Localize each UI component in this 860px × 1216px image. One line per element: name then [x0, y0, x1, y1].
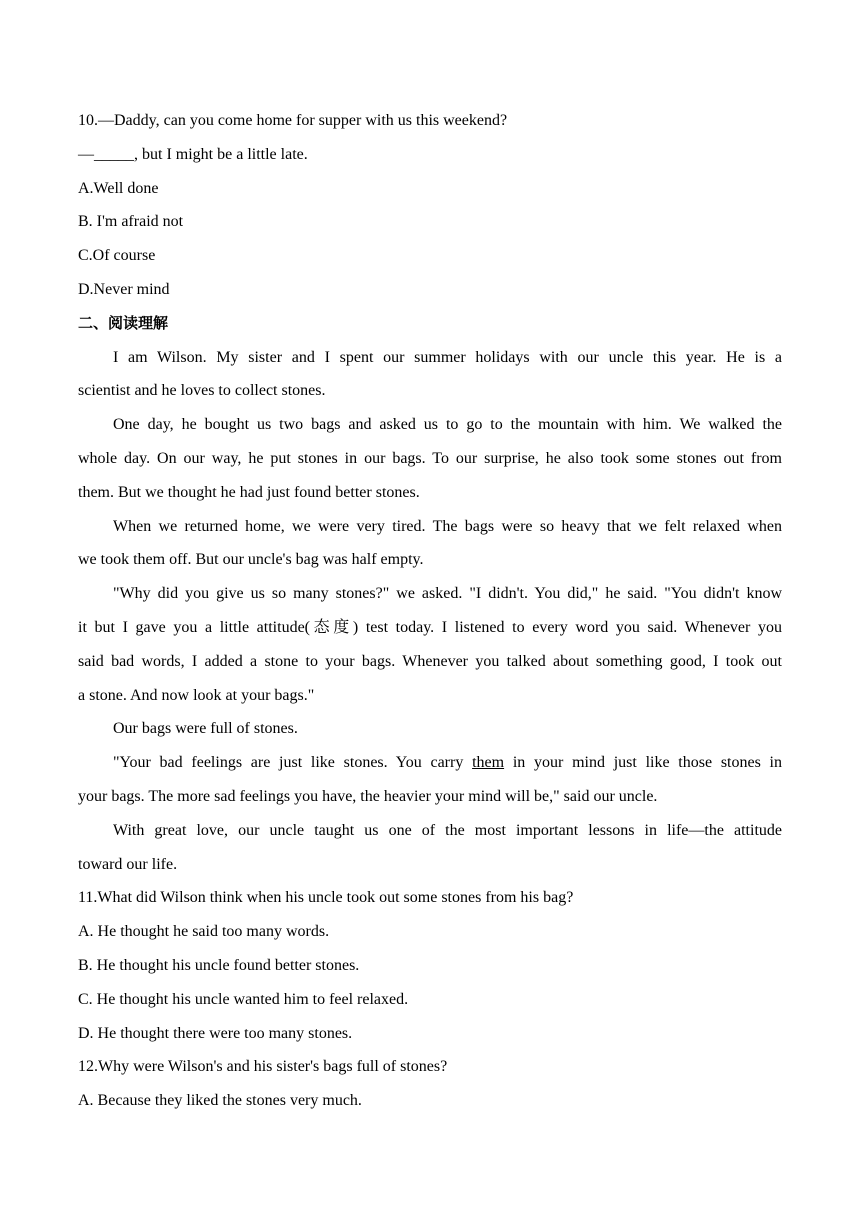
question-12-stem: 12.Why were Wilson's and his sister's bags full of stones? — [78, 1058, 448, 1076]
passage-line: When we returned home, we were very tired. The bags were so heavy that we felt relaxed when — [113, 517, 782, 535]
question-10-option-a: A.Well done — [78, 179, 159, 197]
question-11-option-b: B. He thought his uncle found better stones. — [78, 956, 360, 974]
passage-line: we took them off. But our uncle's bag was half empty. — [78, 551, 424, 569]
passage-text: in your mind just like those stones in — [504, 754, 783, 772]
question-10-option-d: D.Never mind — [78, 280, 170, 298]
passage-paragraph-7 — [78, 814, 782, 882]
passage-line: your bags. The more sad feelings you have, the heavier your mind will be," said our uncle. — [78, 787, 658, 805]
passage-line: With great love, our uncle taught us one of the most important lessons in life—the attitude — [113, 821, 782, 839]
question-10-option-b: B. I'm afraid not — [78, 213, 184, 231]
passage-paragraph-6 — [78, 746, 782, 814]
section-heading: 二、阅读理解 — [78, 313, 169, 332]
passage-line: it but I gave you a little attitude(态度) test today. I listened to every word you said. Whenever you — [78, 618, 782, 636]
passage-line — [78, 746, 782, 780]
question-11-stem: 11.What did Wilson think when his uncle took out some stones from his bag? — [78, 889, 574, 907]
passage-paragraph-5 — [78, 712, 782, 746]
passage-line: toward our life. — [78, 855, 178, 873]
question-10-reply: —_____, but I might be a little late. — [78, 145, 308, 163]
passage-line: a stone. And now look at your bags." — [78, 686, 315, 704]
question-11-option-a: A. He thought he said too many words. — [78, 923, 330, 941]
passage-line: scientist and he loves to collect stones. — [78, 382, 326, 400]
passage-paragraph-1 — [78, 341, 782, 409]
passage-text: "Your bad feelings are just like stones. You carry — [113, 754, 473, 772]
document-page — [78, 104, 782, 1118]
passage-paragraph-4 — [78, 577, 782, 712]
passage-paragraph-3 — [78, 510, 782, 578]
passage-line: I am Wilson. My sister and I spent our summer holidays with our uncle this year. He is a — [113, 348, 782, 366]
question-12-option-a: A. Because they liked the stones very much. — [78, 1092, 362, 1110]
underlined-word: them — [472, 754, 505, 772]
passage-paragraph-2 — [78, 408, 782, 509]
question-11-option-c: C. He thought his uncle wanted him to feel relaxed. — [78, 990, 409, 1008]
passage-line: One day, he bought us two bags and asked us to go to the mountain with him. We walked the — [113, 416, 782, 434]
passage-line: said bad words, I added a stone to your bags. Whenever you talked about something good, I took out — [78, 652, 782, 670]
passage-line: them. But we thought he had just found better stones. — [78, 483, 420, 501]
passage-line: whole day. On our way, he put stones in our bags. To our surprise, he also took some stones out from — [78, 449, 782, 467]
passage-line: Our bags were full of stones. — [113, 720, 298, 738]
question-11-option-d: D. He thought there were too many stones. — [78, 1024, 353, 1042]
question-10-stem: 10.—Daddy, can you come home for supper with us this weekend? — [78, 112, 508, 129]
passage-line: "Why did you give us so many stones?" we asked. "I didn't. You did," he said. "You didn't know — [113, 585, 782, 603]
question-10-option-c: C.Of course — [78, 247, 156, 265]
